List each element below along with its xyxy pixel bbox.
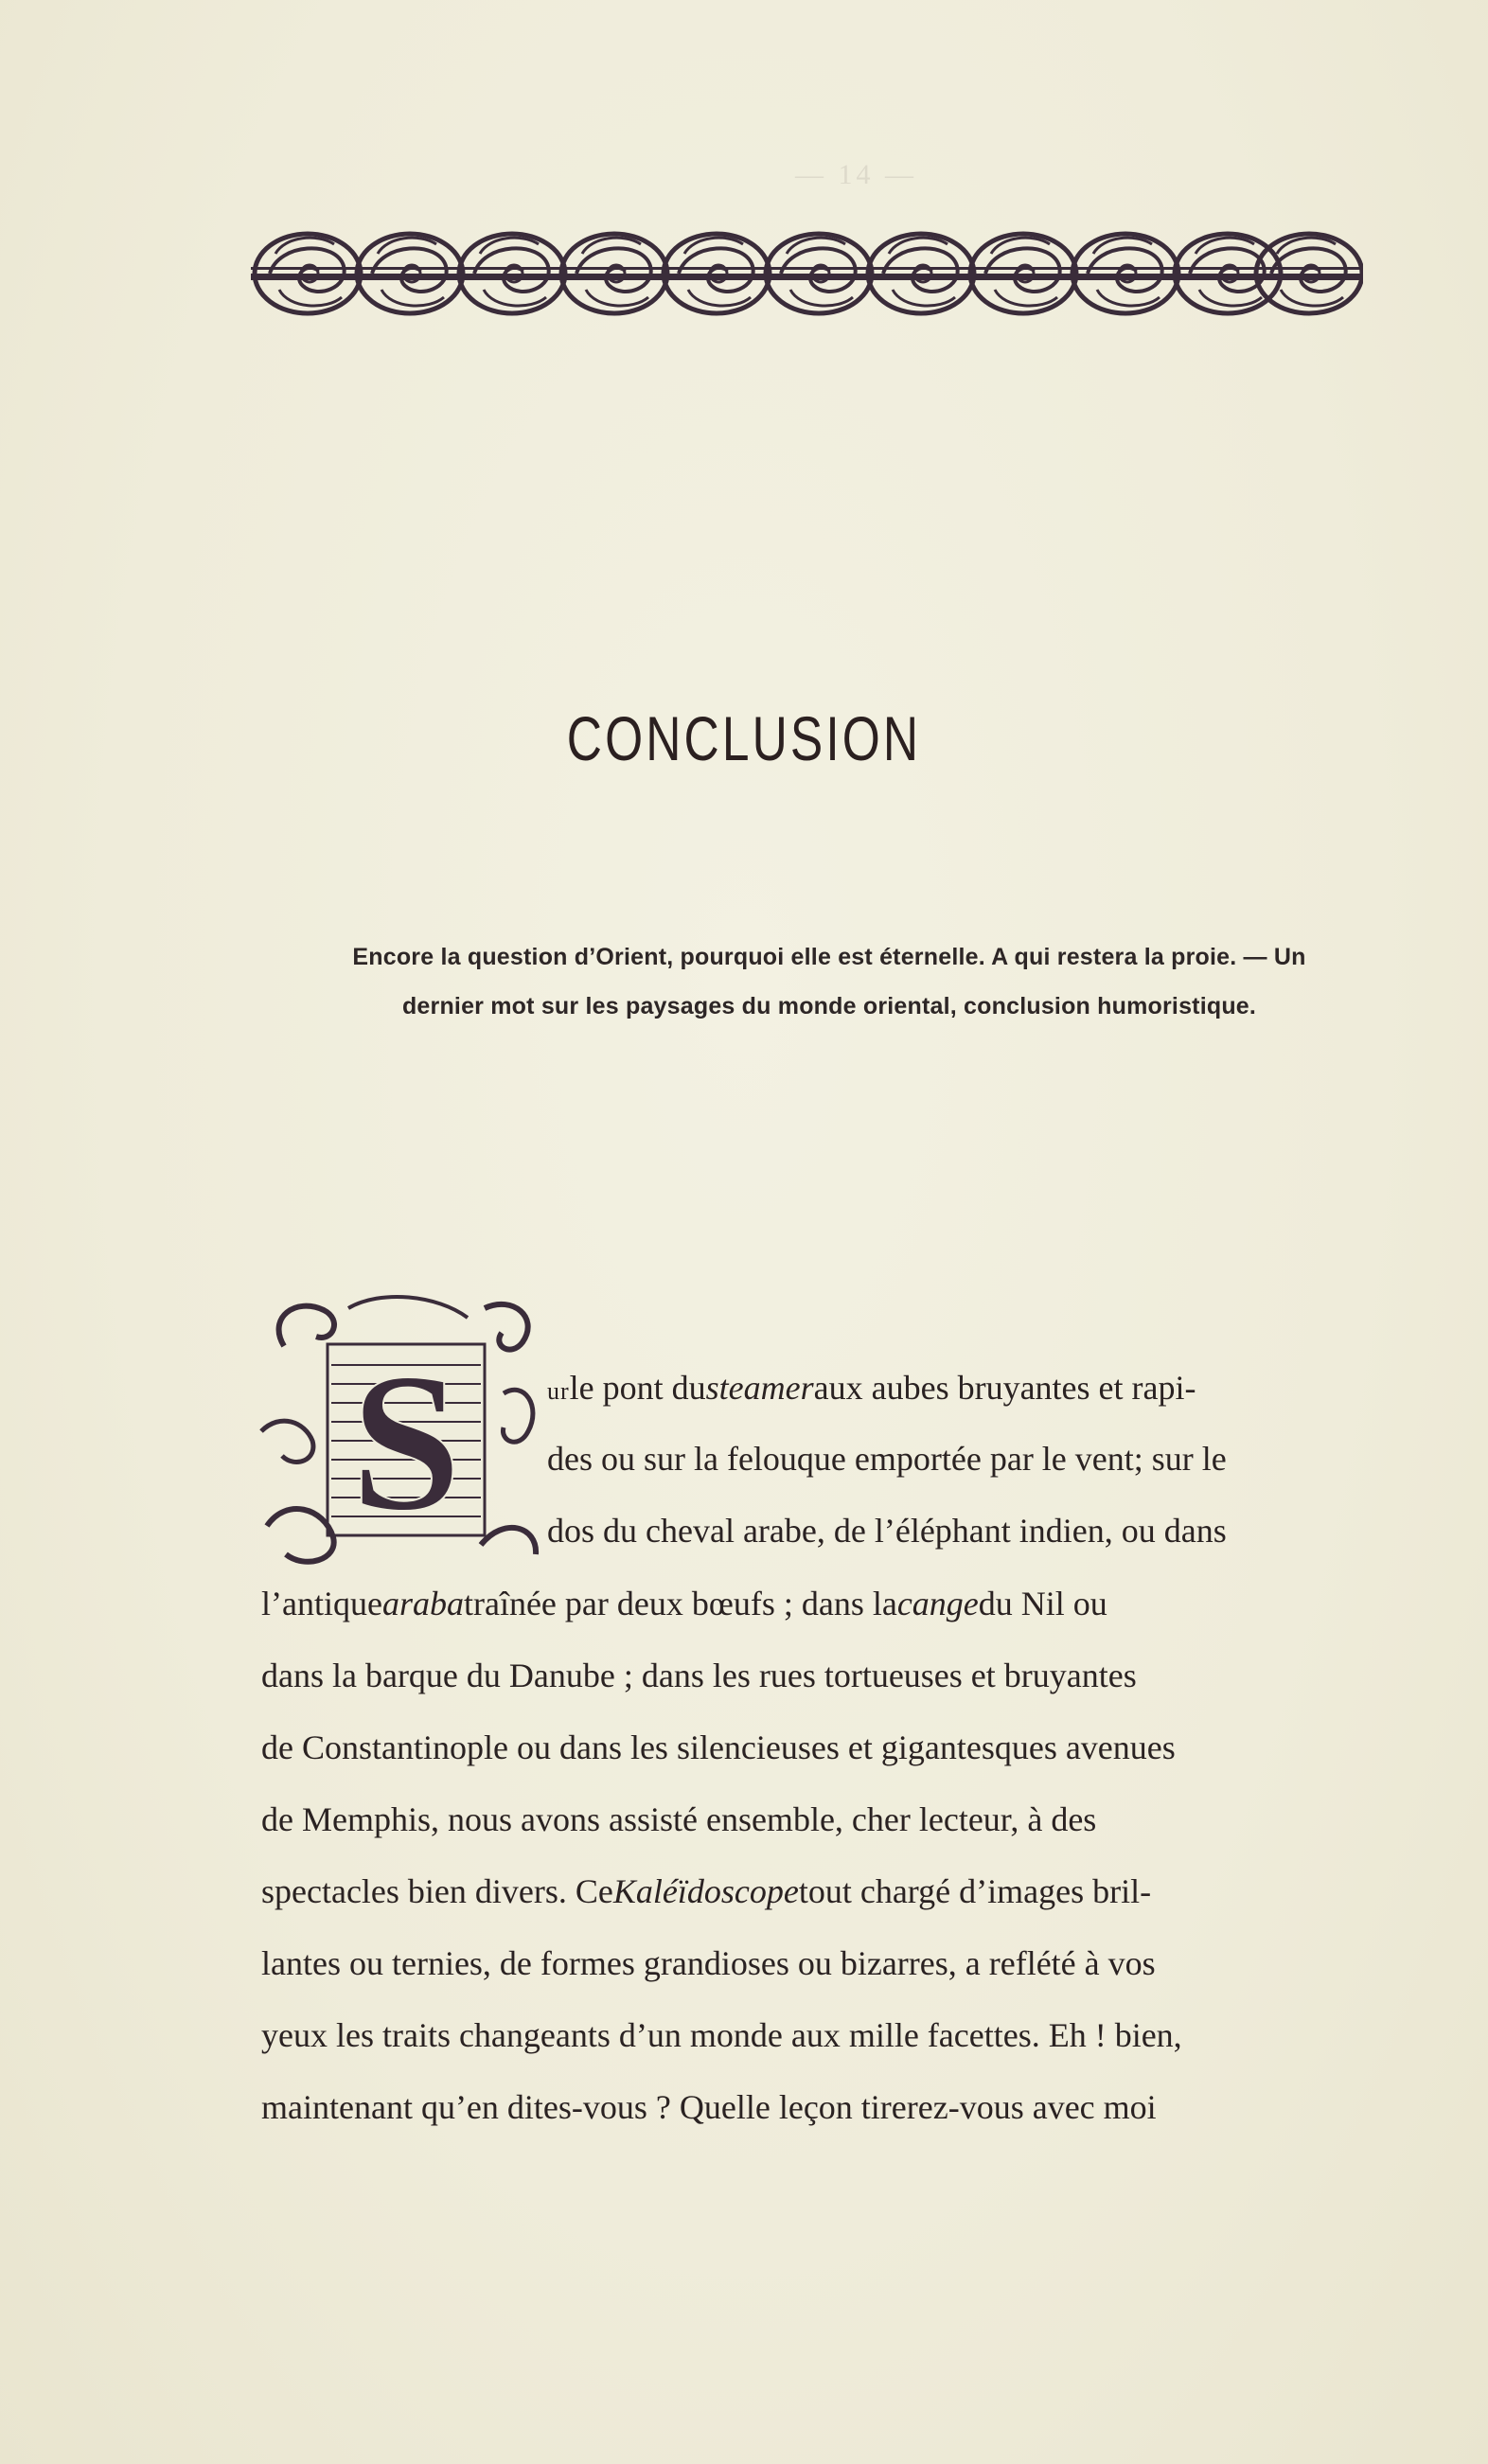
body-line-6: de Constantinople ou dans les silencieuses et gigantesques avenues [261, 1728, 1176, 1766]
body-line-11: maintenant qu’en dites-vous ? Quelle leçon tirerez-vous avec moi [261, 2088, 1157, 2126]
ghost-page-number: — 14 — [795, 159, 917, 190]
summary-line-2: dernier mot sur les paysages du monde oriental, conclusion humoristique. [401, 993, 1257, 1019]
body-line-10: yeux les traits changeants d’un monde aux mille facettes. Eh ! bien, [261, 2016, 1182, 2054]
body-line-1: urle pont dusteameraux aubes bruyantes et rapi- [547, 1369, 1196, 1407]
chapter-summary [248, 932, 1410, 1031]
body-line-9: lantes ou ternies, de formes grandioses ou bizarres, a reflété à vos [261, 1944, 1156, 1982]
ornamental-dropcap-s [257, 1289, 543, 1573]
dropcap-letter: S [350, 1333, 462, 1552]
body-line-8: spectacles bien divers. CeKaléïdoscopetout chargé d’images bril- [261, 1872, 1152, 1910]
decorative-header-ornament [251, 223, 1363, 324]
body-line-2: des ou sur la felouque emportée par le vent; sur le [547, 1440, 1227, 1478]
body-line-7: de Memphis, nous avons assisté ensemble, cher lecteur, à des [261, 1800, 1097, 1838]
chapter-title: CONCLUSION [566, 703, 922, 773]
summary-line-1: Encore la question d’Orient, pourquoi elle est éternelle. A qui restera la proie. — Un [352, 944, 1306, 970]
body-line-5: dans la barque du Danube ; dans les rues tortueuses et bruyantes [261, 1657, 1137, 1694]
body-line-4: l’antiquearabatraînée par deux bœufs ; dans lacangedu Nil ou [261, 1585, 1107, 1622]
body-line-3: dos du cheval arabe, de l’éléphant indien, ou dans [547, 1512, 1227, 1550]
